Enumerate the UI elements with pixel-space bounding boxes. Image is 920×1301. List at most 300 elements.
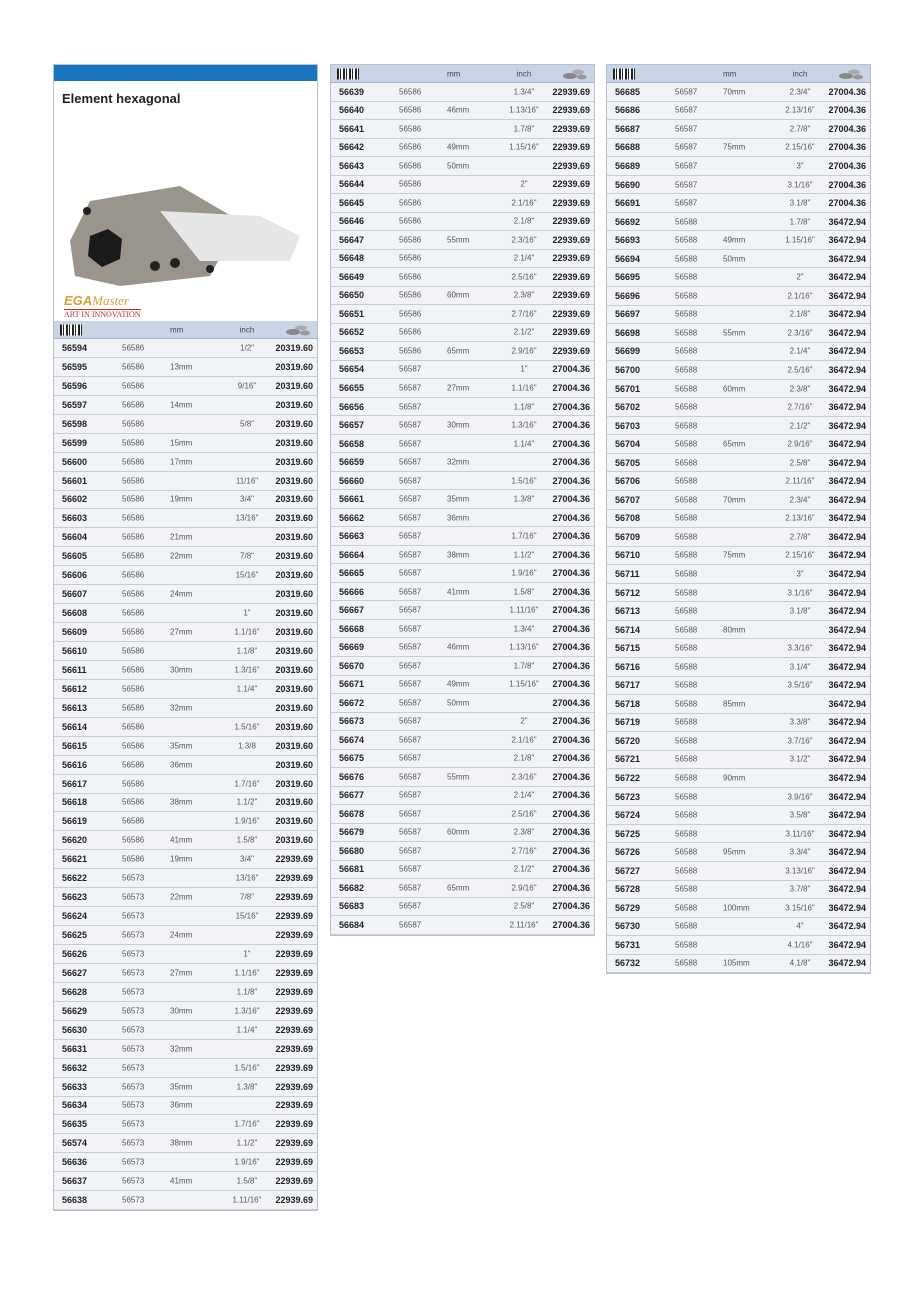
item-code: 56721 <box>615 754 641 765</box>
price: 27004.36 <box>552 734 590 745</box>
table-row <box>607 510 870 529</box>
reference: 56588 <box>675 272 698 282</box>
size-inch: 3" <box>796 569 804 579</box>
size-inch: 3.3/4" <box>789 847 811 857</box>
size-inch: 2.3/4" <box>789 87 811 97</box>
table-row <box>54 509 317 528</box>
table-row <box>607 639 870 658</box>
reference: 56587 <box>399 605 422 615</box>
item-code: 56639 <box>339 86 365 97</box>
item-code: 56604 <box>62 532 88 543</box>
size-inch: 5/8" <box>240 419 254 429</box>
size-inch: 1.1/2" <box>236 1138 258 1148</box>
size-inch: 1.3/4" <box>513 87 535 97</box>
size-inch: 2" <box>520 716 528 726</box>
price: 36472.94 <box>828 828 866 839</box>
table-row <box>54 945 317 964</box>
size-inch: 2.7/16" <box>787 402 813 412</box>
reference: 56588 <box>675 680 698 690</box>
price: 22939.69 <box>552 290 590 301</box>
item-code: 56636 <box>62 1157 88 1168</box>
reference: 56586 <box>122 343 145 353</box>
size-inch: 2.13/16" <box>785 105 815 115</box>
table-row <box>331 102 594 121</box>
size-inch: 3.11/16" <box>785 829 815 839</box>
item-code: 56640 <box>339 105 365 116</box>
reference: 56587 <box>399 716 422 726</box>
price: 20319.60 <box>275 551 313 562</box>
item-code: 56601 <box>62 475 88 486</box>
size-inch: 2.5/8" <box>789 458 811 468</box>
size-inch: 2.1/16" <box>511 198 537 208</box>
price: 20319.60 <box>275 740 313 751</box>
size-inch: 1" <box>243 608 251 618</box>
reference: 56587 <box>399 809 422 819</box>
size-inch: 1.15/16" <box>509 679 539 689</box>
size-inch: 3" <box>796 161 804 171</box>
reference: 56588 <box>675 235 698 245</box>
item-code: 56713 <box>615 606 641 617</box>
size-mm: 32mm <box>170 1044 193 1054</box>
price: 20319.60 <box>275 437 313 448</box>
table-row <box>331 583 594 602</box>
size-mm: 24mm <box>170 930 193 940</box>
reference: 56588 <box>675 958 698 968</box>
reference: 56588 <box>675 847 698 857</box>
size-mm: 55mm <box>447 235 470 245</box>
size-mm: 21mm <box>170 532 193 542</box>
reference: 56587 <box>399 494 422 504</box>
size-mm: 30mm <box>170 665 193 675</box>
reference: 56588 <box>675 662 698 672</box>
item-code: 56648 <box>339 253 365 264</box>
size-mm: 46mm <box>447 105 470 115</box>
item-code: 56677 <box>339 790 365 801</box>
reference: 56586 <box>122 741 145 751</box>
reference: 56588 <box>675 365 698 375</box>
price: 22939.69 <box>275 1005 313 1016</box>
price: 22939.69 <box>275 948 313 959</box>
reference: 56588 <box>675 921 698 931</box>
size-inch: 3.1/4" <box>789 662 811 672</box>
item-code: 56626 <box>62 948 88 959</box>
item-code: 56726 <box>615 847 641 858</box>
table-row <box>331 564 594 583</box>
table-row <box>607 287 870 306</box>
price: 36472.94 <box>828 364 866 375</box>
size-inch: 3.3/8" <box>789 717 811 727</box>
reference: 56586 <box>122 570 145 580</box>
item-code: 56635 <box>62 1119 88 1130</box>
price: 20319.60 <box>275 361 313 372</box>
price: 27004.36 <box>552 827 590 838</box>
table-row <box>54 926 317 945</box>
size-mm: 46mm <box>447 642 470 652</box>
size-inch: 1.1/4" <box>513 439 535 449</box>
table-row <box>331 916 594 935</box>
header-mm: mm <box>723 69 737 78</box>
reference: 56587 <box>399 920 422 930</box>
table-row <box>607 881 870 900</box>
item-code: 56719 <box>615 717 641 728</box>
price: 27004.36 <box>552 475 590 486</box>
reference: 56573 <box>122 1025 145 1035</box>
price: 27004.36 <box>552 420 590 431</box>
price: 22939.69 <box>275 873 313 884</box>
table-row <box>607 806 870 825</box>
price: 27004.36 <box>828 198 866 209</box>
table-row <box>54 358 317 377</box>
table-row <box>607 899 870 918</box>
reference: 56588 <box>675 773 698 783</box>
size-inch: 3.1/2" <box>789 754 811 764</box>
size-inch: 1.3/8" <box>513 494 535 504</box>
size-inch: 1.1/4" <box>236 684 258 694</box>
item-code: 56641 <box>339 123 365 134</box>
price: 36472.94 <box>828 587 866 598</box>
size-inch: 2.3/16" <box>787 328 813 338</box>
price: 36472.94 <box>828 865 866 876</box>
reference: 56588 <box>675 291 698 301</box>
item-code: 56728 <box>615 884 641 895</box>
item-code: 56724 <box>615 810 641 821</box>
price: 27004.36 <box>552 679 590 690</box>
reference: 56587 <box>675 161 698 171</box>
table-row <box>54 1134 317 1153</box>
price: 20319.60 <box>275 816 313 827</box>
price: 22939.69 <box>275 1024 313 1035</box>
price: 27004.36 <box>552 753 590 764</box>
price: 36472.94 <box>828 383 866 394</box>
table-row <box>331 268 594 287</box>
price: 36472.94 <box>828 902 866 913</box>
price: 20319.60 <box>275 456 313 467</box>
reference: 56573 <box>122 911 145 921</box>
item-code: 56704 <box>615 439 641 450</box>
size-mm: 36mm <box>170 1100 193 1110</box>
reference: 56587 <box>675 180 698 189</box>
size-inch: 1.7/8" <box>789 217 811 227</box>
size-inch: 2.1/2" <box>513 327 535 337</box>
size-mm: 65mm <box>447 883 470 893</box>
table-row <box>54 756 317 775</box>
price: 22939.69 <box>275 911 313 922</box>
price: 36472.94 <box>828 624 866 635</box>
item-code: 56634 <box>62 1100 88 1111</box>
table-row <box>607 732 870 751</box>
item-code: 56675 <box>339 753 365 764</box>
table-row <box>607 361 870 380</box>
size-inch: 3/4" <box>240 494 254 504</box>
price: 36472.94 <box>828 290 866 301</box>
item-code: 56638 <box>62 1195 88 1206</box>
reference: 56586 <box>122 589 145 599</box>
reference: 56587 <box>399 513 422 523</box>
reference: 56587 <box>399 476 422 486</box>
price: 20319.60 <box>275 532 313 543</box>
size-mm: 60mm <box>447 827 470 837</box>
reference: 56587 <box>399 698 422 708</box>
reference: 56587 <box>399 420 422 430</box>
size-inch: 2.9/16" <box>787 439 813 449</box>
item-code: 56617 <box>62 778 88 789</box>
item-code: 56611 <box>62 664 87 675</box>
table-row <box>331 768 594 787</box>
table-row <box>54 850 317 869</box>
price: 22939.69 <box>552 327 590 338</box>
reference: 56586 <box>399 124 422 134</box>
table-row <box>331 676 594 695</box>
item-code: 56694 <box>615 253 641 264</box>
reference: 56573 <box>122 892 145 902</box>
size-mm: 41mm <box>447 587 470 597</box>
size-inch: 1.9/16" <box>234 1157 260 1167</box>
size-inch: 2.11/16" <box>785 476 815 486</box>
item-code: 56622 <box>62 873 88 884</box>
price: 20319.60 <box>275 380 313 391</box>
reference: 56588 <box>675 792 698 802</box>
item-code: 56700 <box>615 364 641 375</box>
item-code: 56605 <box>62 551 88 562</box>
price: 20319.60 <box>275 570 313 581</box>
reference: 56587 <box>399 679 422 689</box>
size-mm: 55mm <box>723 328 746 338</box>
size-inch: 2.13/16" <box>785 513 815 523</box>
size-inch: 2.3/8" <box>513 290 535 300</box>
item-code: 56688 <box>615 142 641 153</box>
item-code: 56632 <box>62 1062 88 1073</box>
reference: 56586 <box>399 346 422 356</box>
size-mm: 22mm <box>170 551 193 561</box>
size-mm: 70mm <box>723 87 746 97</box>
table-row <box>331 490 594 509</box>
size-inch: 2" <box>796 272 804 282</box>
table-row <box>607 695 870 714</box>
table-row <box>331 731 594 750</box>
table-row <box>607 268 870 287</box>
size-mm: 30mm <box>170 1006 193 1016</box>
reference: 56586 <box>122 419 145 429</box>
reference: 56588 <box>675 421 698 431</box>
reference: 56586 <box>122 835 145 845</box>
price: 27004.36 <box>552 512 590 523</box>
table-row <box>54 661 317 680</box>
reference: 56588 <box>675 476 698 486</box>
size-inch: 1.5/8" <box>236 835 258 845</box>
price: 36472.94 <box>828 921 866 932</box>
size-inch: 1.3/8 <box>238 741 256 751</box>
reference: 56586 <box>122 608 145 618</box>
reference: 56586 <box>399 179 422 189</box>
price: 22939.69 <box>552 216 590 227</box>
price: 20319.60 <box>275 627 313 638</box>
table-row <box>607 454 870 473</box>
table-row <box>331 879 594 898</box>
price: 20319.60 <box>275 683 313 694</box>
reference: 56587 <box>399 383 422 393</box>
price: 27004.36 <box>552 605 590 616</box>
reference: 56587 <box>399 883 422 893</box>
price: 22939.69 <box>552 197 590 208</box>
size-inch: 2.3/16" <box>511 772 537 782</box>
table-row <box>54 339 317 358</box>
reference: 56586 <box>122 854 145 864</box>
reference: 56586 <box>399 198 422 208</box>
size-mm: 22mm <box>170 892 193 902</box>
size-mm: 24mm <box>170 589 193 599</box>
item-code: 56655 <box>339 383 365 393</box>
size-mm: 14mm <box>170 400 193 410</box>
price: 22939.69 <box>275 1195 313 1206</box>
reference: 56586 <box>399 327 422 337</box>
size-mm: 19mm <box>170 494 193 504</box>
item-code: 56698 <box>615 327 641 338</box>
item-code: 56693 <box>615 235 641 246</box>
table-row <box>54 831 317 850</box>
price: 22939.69 <box>552 160 590 171</box>
item-code: 56703 <box>615 420 641 431</box>
size-mm: 15mm <box>170 438 193 448</box>
table-row <box>331 379 594 398</box>
item-code: 56625 <box>62 930 88 941</box>
item-code: 56678 <box>339 808 365 819</box>
reference: 56588 <box>675 717 698 727</box>
price: 22939.69 <box>552 105 590 116</box>
item-code: 56710 <box>615 550 641 561</box>
item-code: 56624 <box>62 911 88 922</box>
size-mm: 80mm <box>723 625 746 635</box>
price: 36472.94 <box>828 568 866 579</box>
reference: 56588 <box>675 384 698 394</box>
size-inch: 2.1/4" <box>513 253 535 263</box>
item-code: 56637 <box>62 1176 88 1187</box>
reference: 56587 <box>675 198 698 208</box>
reference: 56586 <box>399 142 422 152</box>
size-inch: 2.3/8" <box>513 827 535 837</box>
reference: 56586 <box>122 816 145 826</box>
size-mm: 90mm <box>723 773 746 783</box>
size-inch: 2.7/16" <box>511 309 537 319</box>
price: 27004.36 <box>552 383 590 393</box>
item-code: 56722 <box>615 773 641 783</box>
price: 36472.94 <box>828 847 866 858</box>
table-row <box>331 509 594 528</box>
table-row <box>607 231 870 250</box>
size-inch: 2.3/4" <box>789 495 811 505</box>
size-mm: 27mm <box>447 383 470 393</box>
reference: 56586 <box>122 551 145 561</box>
price: 27004.36 <box>552 716 590 727</box>
reference: 56588 <box>675 495 698 505</box>
item-code: 56574 <box>62 1138 88 1149</box>
price: 22939.69 <box>552 86 590 97</box>
item-code: 56695 <box>615 272 641 283</box>
table-row <box>54 699 317 718</box>
price: 20319.60 <box>275 608 313 619</box>
table-row <box>607 714 870 733</box>
size-mm: 13mm <box>170 362 193 372</box>
item-code: 56628 <box>62 986 88 997</box>
price: 36472.94 <box>828 513 866 524</box>
table-row <box>54 1153 317 1172</box>
table-row <box>331 824 594 843</box>
price: 36472.94 <box>828 958 866 969</box>
price: 36472.94 <box>828 476 866 487</box>
header-inch: inch <box>792 69 808 78</box>
reference: 56586 <box>122 532 145 542</box>
item-code: 56692 <box>615 216 641 227</box>
size-inch: 1.1/16" <box>511 383 537 393</box>
size-inch: 3.13/16" <box>785 866 815 876</box>
price: 27004.36 <box>552 586 590 597</box>
size-inch: 2.15/16" <box>785 142 815 152</box>
table-row <box>331 546 594 565</box>
table-row <box>54 1097 317 1116</box>
reference: 56588 <box>675 569 698 579</box>
price: 20319.60 <box>275 399 313 410</box>
size-inch: 1.1/2" <box>513 550 535 560</box>
table-row <box>54 377 317 396</box>
reference: 56573 <box>122 1138 145 1148</box>
reference: 56587 <box>399 846 422 856</box>
reference: 56586 <box>122 457 145 467</box>
price: 20319.60 <box>275 494 313 505</box>
table-row <box>331 83 594 102</box>
price: 36472.94 <box>828 253 866 264</box>
table-row <box>54 396 317 415</box>
size-mm: 60mm <box>447 290 470 300</box>
reference: 56573 <box>122 987 145 997</box>
price: 20319.60 <box>275 778 313 789</box>
size-inch: 3.1/16" <box>787 180 813 189</box>
reference: 56573 <box>122 873 145 883</box>
reference: 56586 <box>122 722 145 732</box>
size-inch: 3.1/8" <box>789 606 811 616</box>
price: 36472.94 <box>828 698 866 709</box>
price: 36472.94 <box>828 402 866 413</box>
price: 22939.69 <box>275 1119 313 1130</box>
size-inch: 1.1/2" <box>236 797 258 807</box>
item-code: 56662 <box>339 512 365 523</box>
reference: 56586 <box>399 309 422 319</box>
price: 22939.69 <box>552 179 590 190</box>
item-code: 56650 <box>339 290 365 301</box>
size-inch: 1.5/16" <box>511 476 537 486</box>
table-row <box>331 361 594 380</box>
item-code: 56654 <box>339 364 365 375</box>
table-row <box>331 416 594 435</box>
size-mm: 35mm <box>447 494 470 504</box>
reference: 56587 <box>399 550 422 560</box>
item-code: 56631 <box>62 1043 88 1054</box>
table-row <box>331 435 594 454</box>
price: 22939.69 <box>275 1043 313 1054</box>
item-code: 56668 <box>339 623 365 634</box>
item-code: 56600 <box>62 456 88 467</box>
size-mm: 30mm <box>447 420 470 430</box>
reference: 56586 <box>122 627 145 637</box>
size-inch: 2.1/16" <box>511 735 537 745</box>
size-inch: 1.11/16" <box>509 605 539 615</box>
product-intro <box>54 81 317 321</box>
item-code: 56707 <box>615 494 641 505</box>
reference: 56587 <box>399 735 422 745</box>
table-row <box>54 566 317 585</box>
size-inch: 1.1/16" <box>234 627 260 637</box>
reference: 56588 <box>675 866 698 876</box>
size-inch: 1" <box>243 949 251 959</box>
item-code: 56725 <box>615 828 641 839</box>
